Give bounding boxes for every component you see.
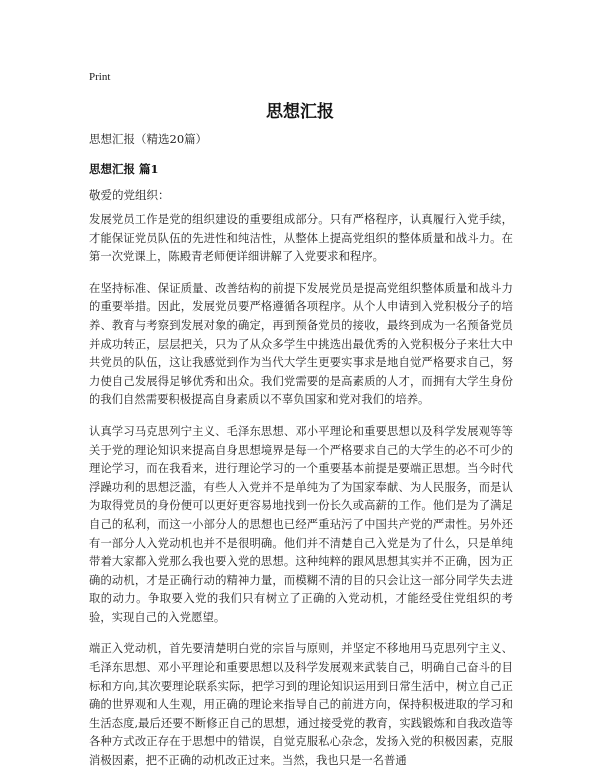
- document-body: [89, 211, 513, 776]
- print-label: Print: [89, 71, 111, 83]
- paragraph-2: 在坚持标准、保证质量、改善结构的前提下发展党员是提高党组织整体质量和战斗力的重要举措。因此，发展党员要严格遵循各项程序。从个人申请到入党积极分子的培养、教育与考察到发展对象的确定，再到预备党员的接收，最终到成为一名预备党员并成功转正，层层把关，只为了从众多学生中挑选出最优秀的入党积极分子来壮大中共党员的队伍，这让我感觉到作为当代大学生更要实事求是地自觉严格要求自己，努力使自己发展得足够优秀和出众。我们党需要的是高素质的人才，而拥有大学生身份的我们自然需要积极提高自身素质以不辜负国家和党对我们的培养。: [89, 281, 513, 407]
- section-heading: 思想汇报 篇1: [89, 162, 159, 176]
- document-title: 思想汇报: [266, 102, 334, 122]
- paragraph-4: 端正入党动机，首先要清楚明白党的宗旨与原则，并坚定不移地用马克思列宁主义、毛泽东思想、邓小平理论和重要思想以及科学发展观来武装自己，明确自己奋斗的目标和方向,其次要理论联系实际，把学习到的理论知识运用到日常生活中，树立自己正确的世界观和人生观，用正确的理论来指导自己的前进方向，保持积极进取的学习和生活态度,最后还要不断修正自己的思想，通过接受党的教育，实践锻炼和自我改造等各种方式改正存在于思想中的错误，自觉克服私心杂念，发扬入党的积极因素，克服消极因素，把不正确的动机改正过来。当然，我也只是一名普通: [89, 642, 513, 768]
- salutation: 敬爱的党组织：: [89, 188, 170, 202]
- paragraph-3: 认真学习马克思列宁主义、毛泽东思想、邓小平理论和重要思想以及科学发展观等等关于党的理论知识来提高自身思想境界是每一个严格要求自己的大学生的必不可少的理论学习，而在我看来，进行理论学习的一个重要基本前提是要端正思想。当今时代浮躁功利的思想泛滥，有些人入党并不是单纯为了为国家奉献、为人民服务，而是认为取得党员的身份便可以更好更容易地找到一份长久或高薪的工作。他们是为了满足自己的私利，而这一小部分人的思想也已经严重玷污了中国共产党的严肃性。另外还有一部分人入党动机也并不是很明确。他们并不清楚自己入党是为了什么，只是单纯带着大家都入党那么我也要入党的思想。这种纯粹的跟风思想其实并不正确，因为正确的动机，才是正确行动的精神力量，而模糊不清的目的只会让这一部分同学失去进取的动力。争取要入党的我们只有树立了正确的入党动机，才能经受住党组织的考验，实现自己的入党愿望。: [89, 424, 513, 624]
- document-subtitle: 思想汇报（精选20篇）: [89, 132, 208, 146]
- paragraph-1: 发展党员工作是党的组织建设的重要组成部分。只有严格程序，认真履行入党手续，才能保证党员队伍的先进性和纯洁性，从整体上提高党组织的整体质量和战斗力。在第一次党课上，陈殿青老师便详细讲解了入党要求和程序。: [89, 213, 513, 264]
